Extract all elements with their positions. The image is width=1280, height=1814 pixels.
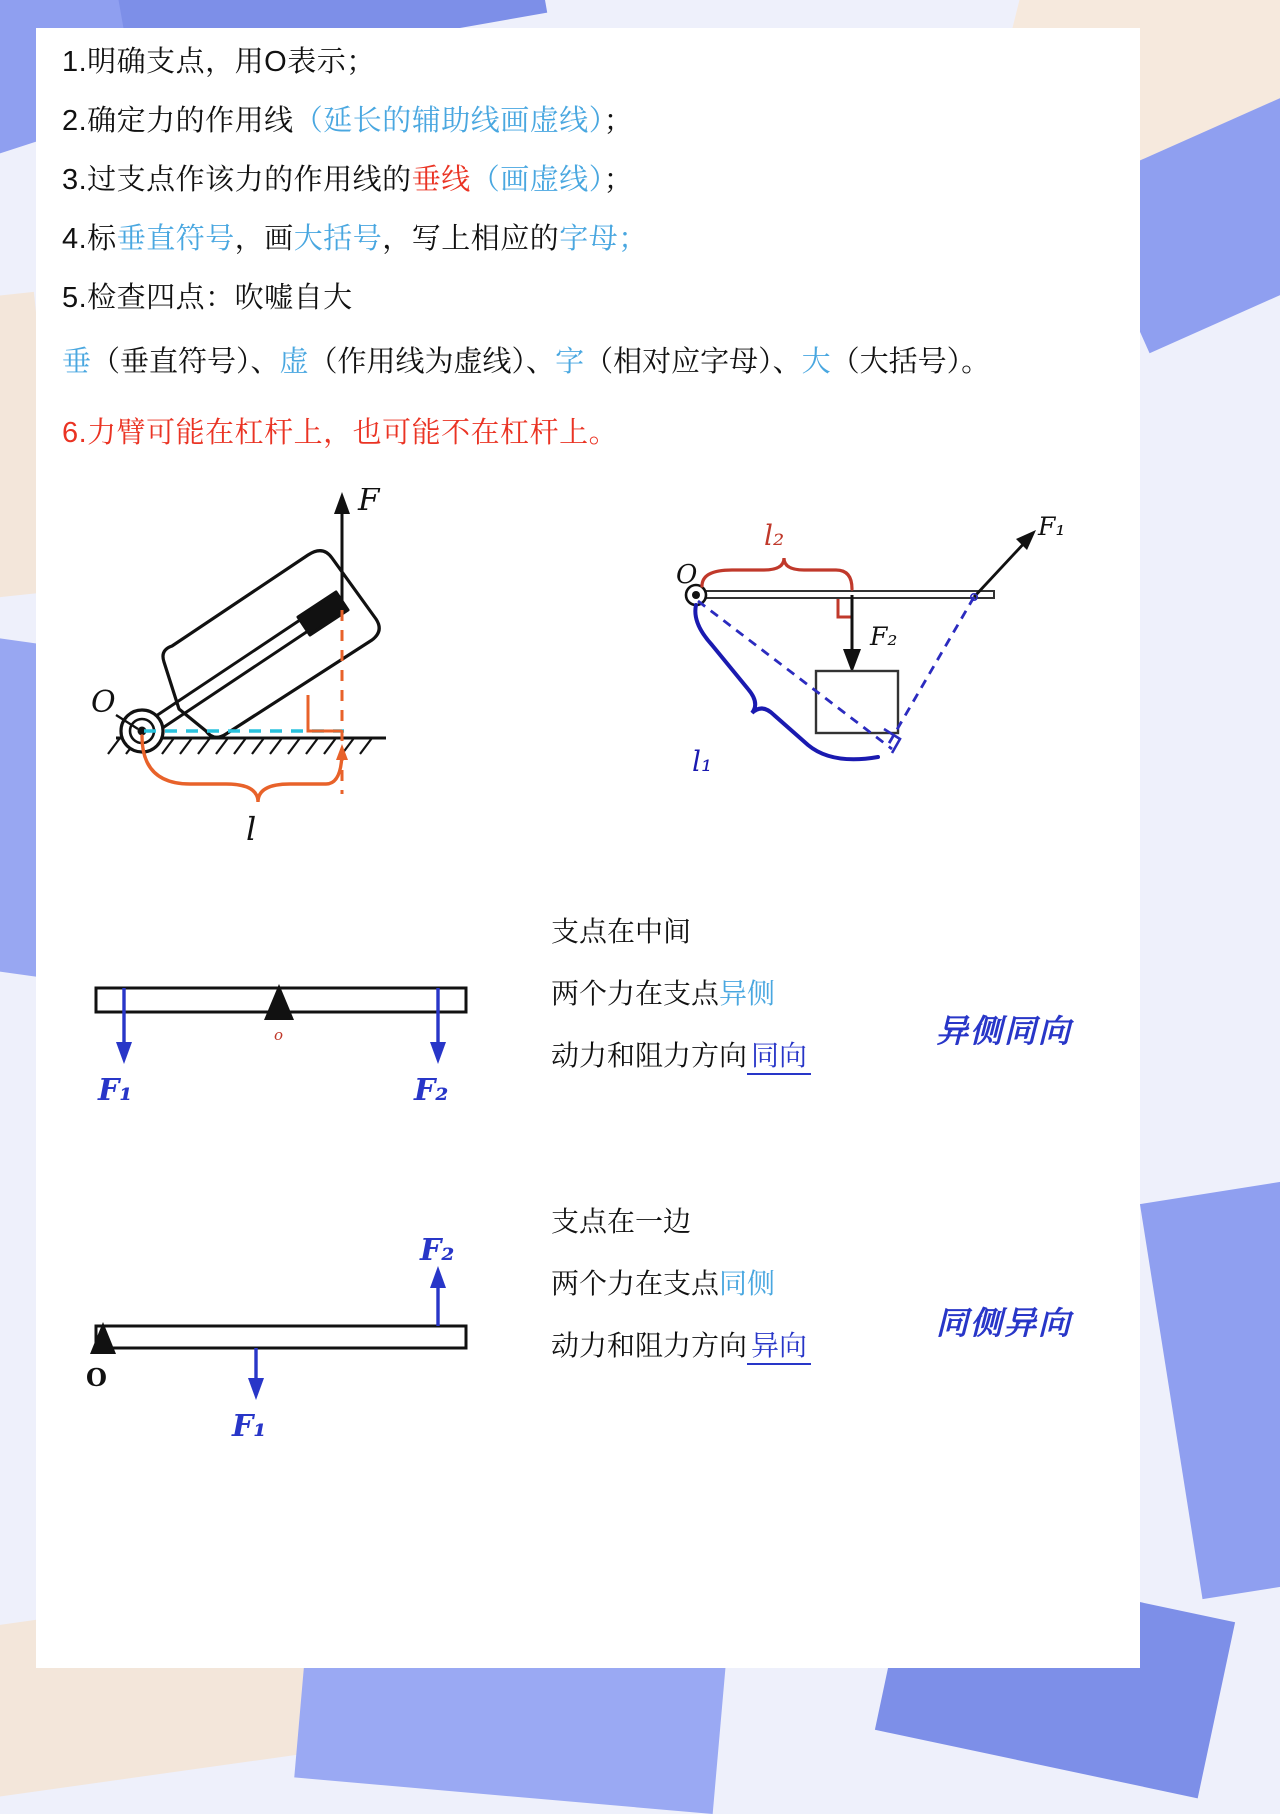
figure1-force-label: F: [358, 488, 380, 518]
s3-force1-label: F₁: [98, 1073, 133, 1108]
s4-line-2: [551, 1270, 1131, 1298]
lever-diagram-middle-fulcrum: [76, 948, 516, 1118]
text-run-0: 1.明确支点，用O表示；: [62, 46, 376, 78]
figure2-pivot-label: O: [676, 560, 698, 590]
rules-list: [62, 48, 1118, 451]
rule-item-6: 6.力臂可能在杠杆上，也可能不在杠杆上。: [62, 417, 619, 449]
rule-item-2: [62, 107, 1118, 136]
text-run-0: 3.过支点作该力的作用线的: [62, 164, 412, 196]
note-page: [36, 28, 1140, 1668]
text-run-6: 大: [801, 346, 831, 378]
s3-hand-note: 异侧同向: [936, 1012, 1073, 1050]
text-run-1: （垂直符号）、: [91, 346, 280, 378]
text-run-0: 2.确定力的作用线: [62, 105, 294, 137]
text-run-2: ，画: [234, 223, 294, 255]
s3-pivot-label: o: [274, 1026, 284, 1044]
s3-force2-label: F₂: [414, 1073, 449, 1108]
text-run-1: 垂直符号: [116, 223, 235, 255]
s4-pivot-label: O: [86, 1363, 107, 1392]
force-diagrams-row: [36, 488, 1140, 868]
s4-line-1: [551, 1208, 1131, 1236]
text-run-3: （作用线为虚线）、: [308, 346, 556, 378]
s3-line-1: [551, 918, 1131, 946]
text-run-0: 支点在中间: [551, 916, 692, 947]
text-run-3: ；: [603, 164, 634, 196]
text-run-3: 大括号: [293, 223, 383, 255]
s4-force1-label: F₁: [232, 1409, 267, 1438]
figure2-force2-label: F₂: [870, 622, 898, 651]
text-run-0: 两个力在支点: [551, 1268, 720, 1299]
s4-hand-note: 同侧异向: [936, 1304, 1073, 1342]
text-run-1: （延长的辅助线画虚线）: [293, 105, 604, 137]
rule-item-5: [62, 284, 1118, 313]
rule-item-1: [62, 48, 1118, 77]
bar-lever-two-forces-diagram: [656, 513, 1076, 808]
text-run-5: （相对应字母）、: [584, 346, 802, 378]
text-run-0: 4.标: [62, 223, 117, 255]
text-run-2: 虚: [279, 346, 309, 378]
text-run-0: 5.检查四点：吹嘘自大: [62, 282, 353, 314]
text-run-6: ；: [618, 223, 648, 255]
figure1-arm-label: l: [246, 810, 257, 848]
rule-item-3: [62, 166, 1118, 195]
text-run-0: 支点在一边: [551, 1206, 692, 1237]
text-run-0: 动力和阻力方向: [551, 1040, 748, 1071]
bar-lever-svg: [656, 513, 1076, 803]
text-run-5: 字母: [559, 223, 619, 255]
figure2-force1-label: F₁: [1038, 513, 1066, 541]
lever-diagram-end-fulcrum: [76, 1238, 516, 1438]
s3-line-2: [551, 980, 1131, 1008]
text-run-7: （大括号）。: [830, 346, 991, 378]
text-run-1: 垂线: [411, 164, 471, 196]
rule-item-4: [62, 225, 1118, 254]
wheelbarrow-lever-diagram: [86, 488, 566, 863]
text-run-4: ，写上相应的: [382, 223, 560, 255]
decor-shape-right-bottom: [1140, 1173, 1280, 1599]
figure2-arm1-label: l₁: [692, 745, 713, 778]
text-run-2: ；: [603, 105, 634, 137]
figure2-arm2-label: l₂: [764, 519, 785, 552]
text-run-4: 字: [555, 346, 585, 378]
text-run-1: 同侧: [719, 1268, 776, 1299]
s4-force2-label: F₂: [420, 1238, 455, 1268]
text-run-0: 垂: [62, 346, 92, 378]
text-run-1: 异向: [747, 1330, 811, 1365]
text-run-1: 异侧: [719, 978, 776, 1009]
text-run-0: 动力和阻力方向: [551, 1330, 748, 1361]
text-run-1: 同向: [747, 1040, 811, 1075]
figure1-pivot-label: O: [91, 685, 116, 720]
fulcrum-in-middle-section: [36, 908, 1140, 1158]
text-run-0: 两个力在支点: [551, 978, 720, 1009]
text-run-2: （画虚线）: [470, 164, 604, 196]
mnemonic-line: [62, 339, 1118, 380]
fulcrum-at-one-end-section: [36, 1198, 1140, 1448]
wheelbarrow-svg: [86, 488, 566, 858]
